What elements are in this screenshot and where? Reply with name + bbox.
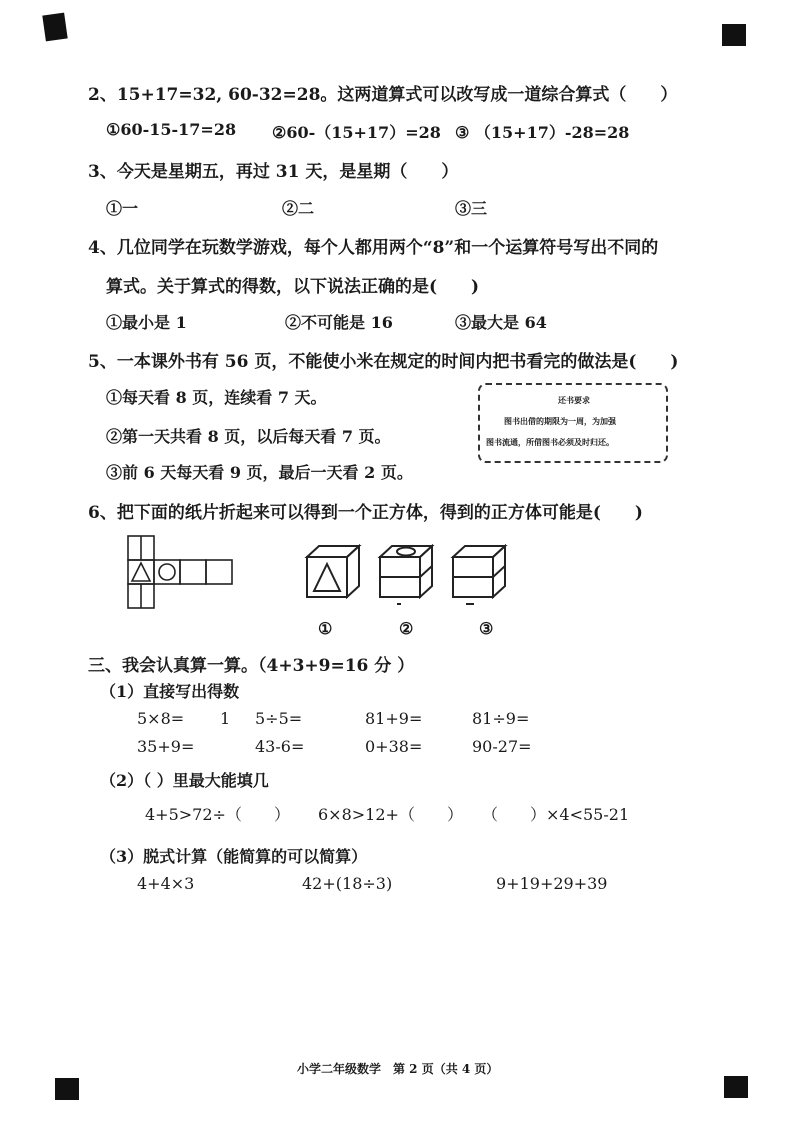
- cube-net-figure: [124, 534, 234, 614]
- cube-option-3: [449, 543, 509, 607]
- corner-marker-top-left: [42, 13, 67, 42]
- q3-option-3: ③三: [455, 199, 488, 218]
- question-2: 2、15+17=32, 60-32=28。这两道算式可以改写成一道综合算式（ ）: [88, 85, 678, 105]
- section-3-heading: 三、我会认真算一算。（4+3+9=16 分 ）: [88, 656, 415, 676]
- q5-option-3: ③前 6 天每天看 9 页，最后一天看 2 页。: [106, 463, 413, 482]
- part-1-title: （1）直接写出得数: [100, 682, 240, 701]
- question-5: 5、一本课外书有 56 页，不能使小米在规定的时间内把书看完的做法是( ): [88, 352, 679, 372]
- calc-item: 81÷9=: [472, 709, 530, 728]
- cube-option-1: [303, 543, 363, 601]
- q5-option-1: ①每天看 8 页，连续看 7 天。: [106, 388, 327, 407]
- q4-option-3: ③最大是 64: [455, 313, 547, 332]
- corner-marker-bottom-left: [55, 1078, 79, 1100]
- question-4-line-2: 算式。关于算式的得数，以下说法正确的是( ): [106, 277, 480, 297]
- corner-marker-top-right: [722, 24, 746, 46]
- fill-blank-item: （ ）×4<55-21: [482, 805, 630, 824]
- notice-line-2: 图书流通，所借图书必须及时归还。: [486, 437, 614, 447]
- notice-title: 还书要求: [558, 395, 590, 405]
- q4-option-2: ②不可能是 16: [285, 313, 393, 332]
- calc-item: 5×8=: [137, 709, 185, 728]
- calc-item: 0+38=: [365, 737, 423, 756]
- step-calc-item: 42+(18÷3): [302, 874, 393, 893]
- cube-option-2: [376, 543, 436, 607]
- page-footer: 小学二年级数学 第 2 页（共 4 页）: [297, 1062, 499, 1076]
- part-3-title: （3）脱式计算（能简算的可以简算）: [100, 847, 368, 866]
- part-2-title: （2）（ ）里最大能填几: [100, 771, 269, 790]
- q3-option-2: ②二: [282, 199, 315, 218]
- q5-option-2: ②第一天共看 8 页，以后每天看 7 页。: [106, 427, 391, 446]
- fill-blank-item: 4+5>72÷（ ）: [145, 805, 290, 824]
- step-calc-item: 4+4×3: [137, 874, 195, 893]
- cube-choice-label-3: ③: [479, 619, 494, 638]
- calc-item: 90-27=: [472, 737, 532, 756]
- library-notice-box: [478, 383, 668, 463]
- question-6: 6、把下面的纸片折起来可以得到一个正方体，得到的正方体可能是( ): [88, 503, 643, 523]
- q3-option-1: ①一: [106, 199, 139, 218]
- calc-item: 5÷5=: [255, 709, 303, 728]
- calc-handwritten-answer: 1: [220, 709, 231, 728]
- cube-choice-label-1: ①: [318, 619, 333, 638]
- cube-choice-label-2: ②: [399, 619, 414, 638]
- notice-line-1: 图书出借的期限为一周，为加强: [504, 416, 616, 426]
- calc-item: 81+9=: [365, 709, 423, 728]
- question-4-line-1: 4、几位同学在玩数学游戏，每个人都用两个“8”和一个运算符号写出不同的: [88, 238, 659, 258]
- fill-blank-item: 6×8>12+（ ）: [318, 805, 463, 824]
- q2-option-2: ②60-（15+17）=28: [272, 123, 441, 142]
- q2-option-3: ③ （15+17）-28=28: [455, 123, 630, 142]
- corner-marker-bottom-right: [724, 1076, 748, 1098]
- q2-option-1: ①60-15-17=28: [106, 120, 237, 139]
- step-calc-item: 9+19+29+39: [496, 874, 608, 893]
- calc-item: 35+9=: [137, 737, 195, 756]
- calc-item: 43-6=: [255, 737, 305, 756]
- q4-option-1: ①最小是 1: [106, 313, 187, 332]
- question-3: 3、今天是星期五，再过 31 天，是星期（ ）: [88, 162, 459, 182]
